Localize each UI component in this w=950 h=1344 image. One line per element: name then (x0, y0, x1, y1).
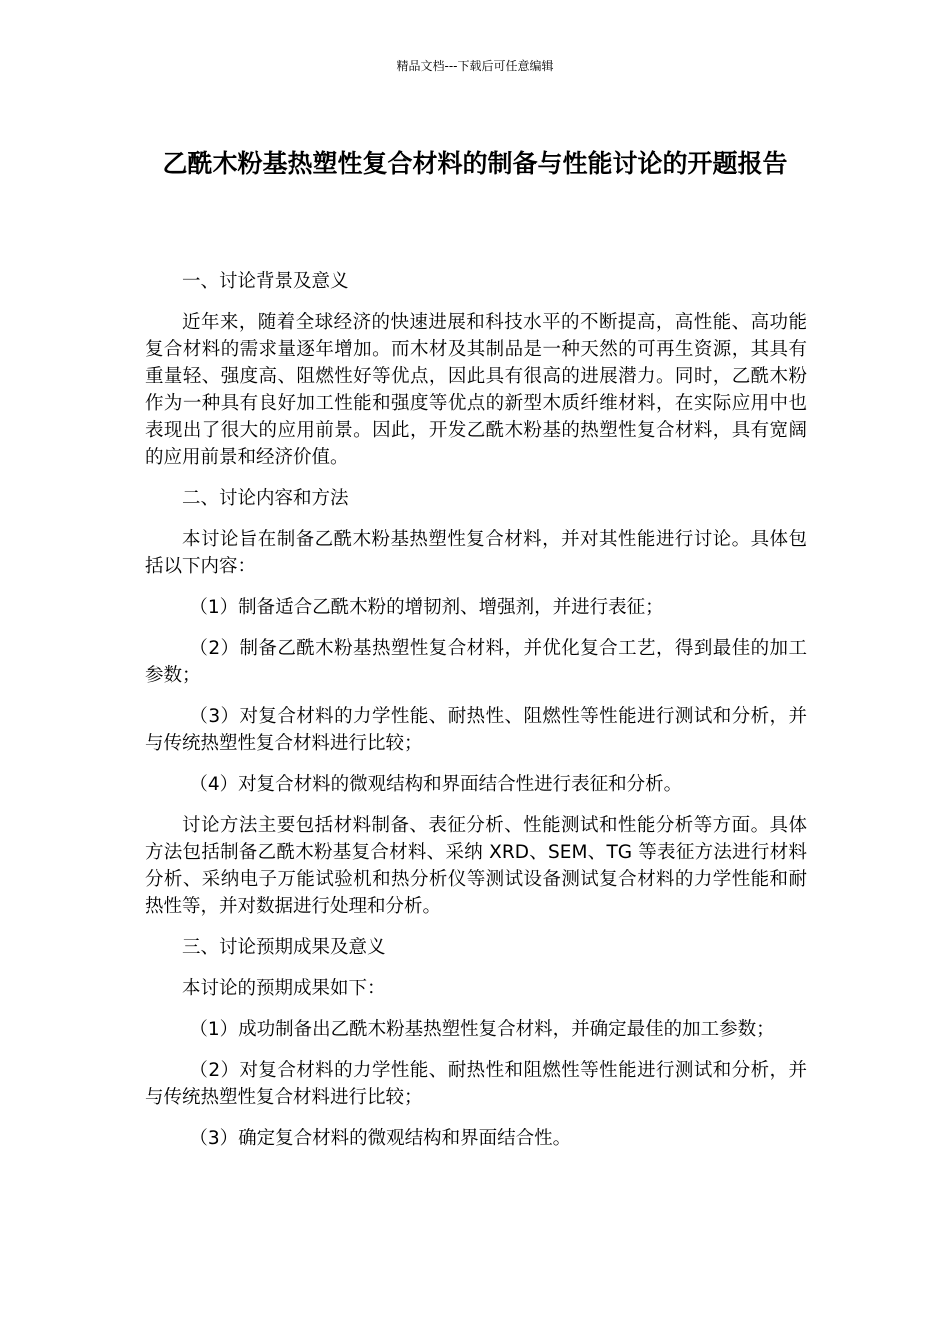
section-3-item-3: （3）确定复合材料的微观结构和界面结合性。 (189, 1128, 572, 1149)
section-2-item-4: （4）对复合材料的微观结构和界面结合性进行表征和分析。 (189, 774, 683, 795)
section-3-heading: 三、讨论预期成果及意义 (182, 937, 386, 958)
section-3-item-2: （2）对复合材料的力学性能、耐热性和阻燃性等性能进行测试和分析，并与传统热塑性复合材料进行比较； (145, 1060, 807, 1108)
section-2-item-3: （3）对复合材料的力学性能、耐热性、阻燃性等性能进行测试和分析，并与传统热塑性复合材料进行比较； (145, 706, 807, 754)
page-header-note: 精品文档---下载后可任意编辑 (396, 59, 554, 73)
document-title: 乙酰木粉基热塑性复合材料的制备与性能讨论的开题报告 (162, 149, 788, 178)
section-2-item-2: （2）制备乙酰木粉基热塑性复合材料，并优化复合工艺，得到最佳的加工参数； (145, 638, 807, 686)
section-2-item-1: （1）制备适合乙酰木粉的增韧剂、增强剂，并进行表征； (189, 597, 664, 618)
section-1-paragraph: 近年来，随着全球经济的快速进展和科技水平的不断提高，高性能、高功能复合材料的需求量逐年增加。而木材及其制品是一种天然的可再生资源，其具有重量轻、强度高、阻燃性好等优点，因此具有很高的进展潜力。同时，乙酰木粉作为一种具有良好加工性能和强度等优点的新型木质纤维材料，在实际应用中也表现出了很大的应用前景。因此，开发乙酰木粉基的热塑性复合材料，具有宽阔的应用前景和经济价值。 (145, 312, 807, 468)
section-3-item-1: （1）成功制备出乙酰木粉基热塑性复合材料，并确定最佳的加工参数； (189, 1019, 775, 1040)
document-body (145, 268, 807, 1166)
section-2-heading: 二、讨论内容和方法 (182, 488, 349, 509)
section-3-intro: 本讨论的预期成果如下： (182, 978, 386, 999)
section-1-heading: 一、讨论背景及意义 (182, 271, 349, 292)
section-2-intro: 本讨论旨在制备乙酰木粉基热塑性复合材料，并对其性能进行讨论。具体包括以下内容： (145, 529, 807, 577)
section-2-methods: 讨论方法主要包括材料制备、表征分析、性能测试和性能分析等方面。具体方法包括制备乙酰木粉基复合材料、采纳 XRD、SEM、TG 等表征方法进行材料分析、采纳电子万能试验机和热分析仪等测试设备测试复合材料的力学性能和耐热性等，并对数据进行处理和分析。 (145, 815, 807, 917)
